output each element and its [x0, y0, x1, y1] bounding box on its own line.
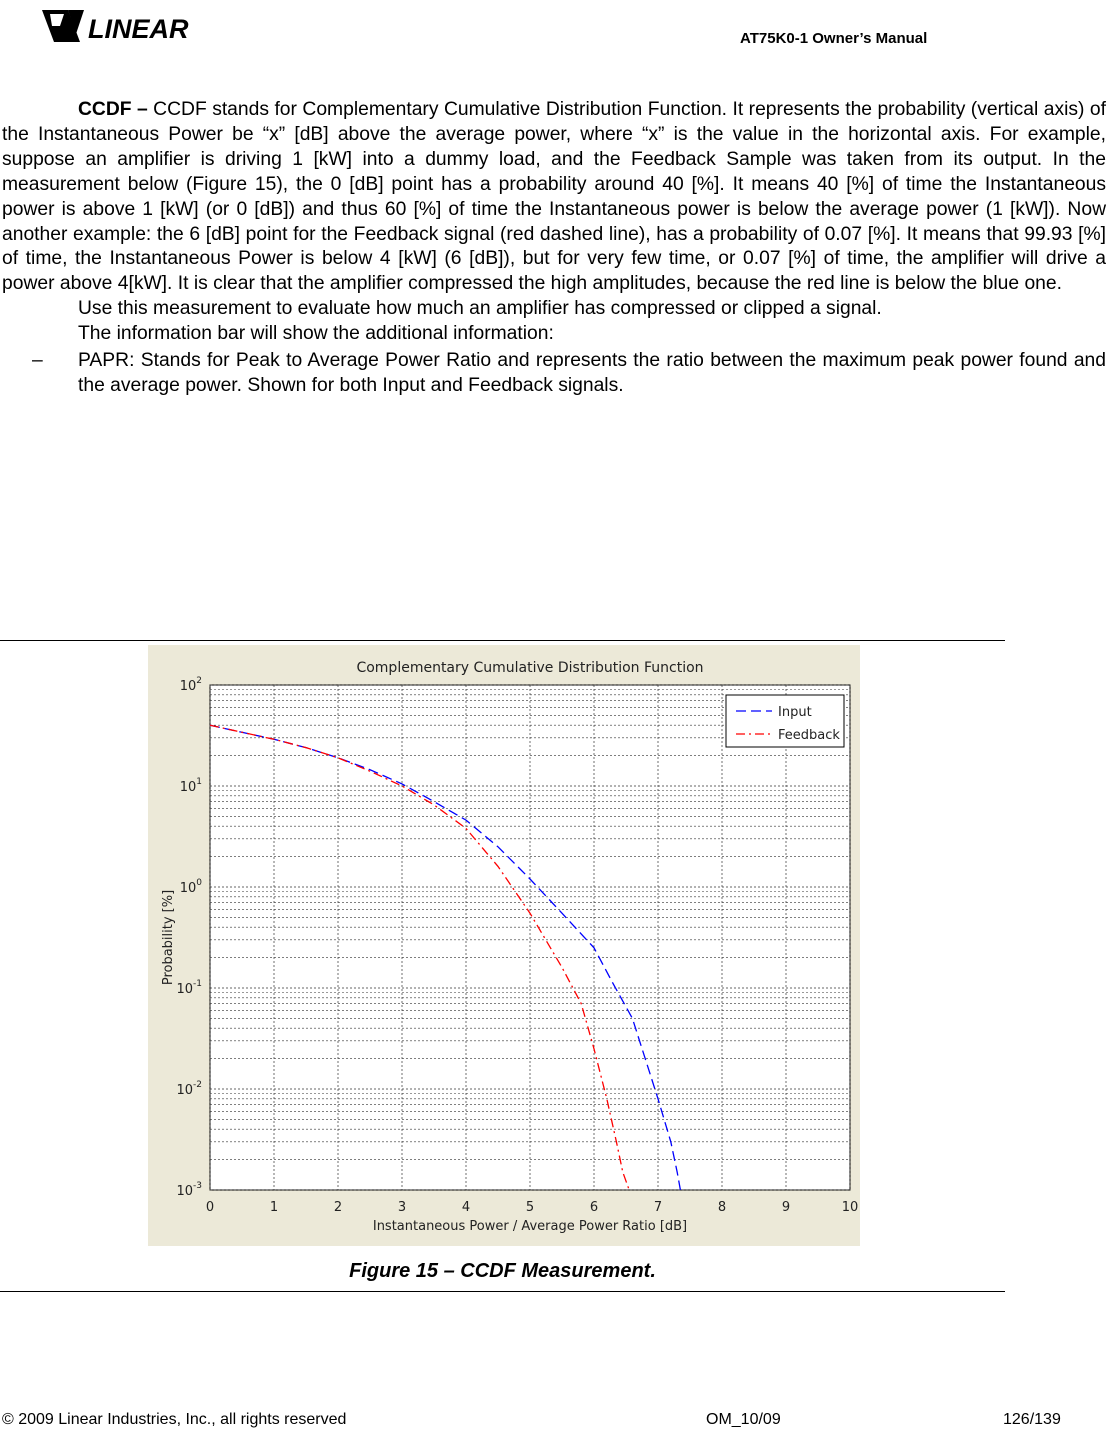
body-text: [2, 98, 1106, 399]
paragraph-ccdf: [2, 98, 1106, 297]
x-tick-label: 9: [781, 1200, 791, 1215]
x-tick-label: 1: [269, 1200, 279, 1215]
legend-label-input: Input: [778, 705, 812, 720]
y-tick-label: $10^{-1}$: [176, 979, 202, 997]
y-tick-label: $10^{-3}$: [176, 1181, 202, 1199]
y-tick-label: $10^2$: [179, 676, 202, 694]
footer-page-number: 126/139: [1003, 1411, 1061, 1428]
x-axis-label: Instantaneous Power / Average Power Ratio [dB]: [372, 1219, 688, 1234]
x-tick-label: 10: [841, 1200, 859, 1215]
y-axis-label: Probability [%]: [161, 889, 176, 986]
document-title: AT75K0-1 Owner’s Manual: [740, 30, 928, 47]
bullet-papr: [2, 349, 1106, 399]
x-tick-label: 0: [205, 1200, 215, 1215]
ccdf-chart: [148, 645, 860, 1246]
x-tick-label: 7: [653, 1200, 663, 1215]
paragraph-ccdf-text: CCDF stands for Complementary Cumulative Distribution Function. It represents the probability (vertical axis) of the Instantaneous Power be “x” [dB] above the average power, where “x” is the value in the horizontal axis. For example, suppose an amplifier is driving 1 [kW] into a dummy load, and the Feedback Sample was taken from its output. In the measurement below (Figure 15), the 0 [dB] point has a probability around 40 [%]. It means 40 [%] of time the Instantaneous power is above 1 [kW] (or 0 [dB]) and thus 60 [%] of time the Instantaneous power is below the average power (1 [kW]). Now another example: the 6 [dB] point for the Feedback signal (red dashed line), has a probability of 0.07 [%]. It means that 99.93 [%] of time, the Instantaneous Power is below 4 [kW] (6 [dB]), but for very few time, or 0.07 [%] of time, the amplifier will drive a power above 4[kW]. It is clear that the amplifier compressed the high amplitudes, because the red line is below the blue one.: [2, 99, 1106, 295]
bullet-dash: –: [32, 350, 43, 372]
paragraph-use: Use this measurement to evaluate how much an amplifier has compressed or clipped a signal.: [78, 298, 882, 320]
figure-caption: Figure 15 – CCDF Measurement.: [349, 1260, 656, 1282]
y-tick-label: $10^{-2}$: [176, 1080, 202, 1098]
chart-title: Complementary Cumulative Distribution Function: [356, 660, 704, 676]
legend-label-feedback: Feedback: [778, 728, 840, 743]
term-ccdf: CCDF –: [78, 99, 148, 120]
footer-copyright: © 2009 Linear Industries, Inc., all rights reserved: [2, 1411, 347, 1428]
bullet-papr-text: PAPR: Stands for Peak to Average Power Ratio and represents the ratio between the maximum peak power found and the average power. Shown for both Input and Feedback signals.: [78, 350, 1106, 396]
footer-doc-code: OM_10/09: [706, 1411, 781, 1428]
x-tick-label: 3: [397, 1200, 407, 1215]
logo-text: LINEAR: [88, 14, 189, 44]
x-tick-label: 6: [589, 1200, 599, 1215]
ccdf-figure: [148, 645, 860, 1246]
y-tick-label: $10^0$: [179, 878, 202, 896]
x-tick-label: 4: [461, 1200, 471, 1215]
x-tick-label: 8: [717, 1200, 727, 1215]
x-tick-label: 5: [525, 1200, 535, 1215]
linear-logo: [40, 4, 200, 48]
figure-bottom-rule: [0, 1291, 1005, 1292]
paragraph-info-bar: The information bar will show the additional information:: [78, 323, 554, 345]
y-tick-label: $10^1$: [179, 777, 202, 795]
figure-top-rule: [0, 640, 1005, 641]
x-tick-label: 2: [333, 1200, 343, 1215]
